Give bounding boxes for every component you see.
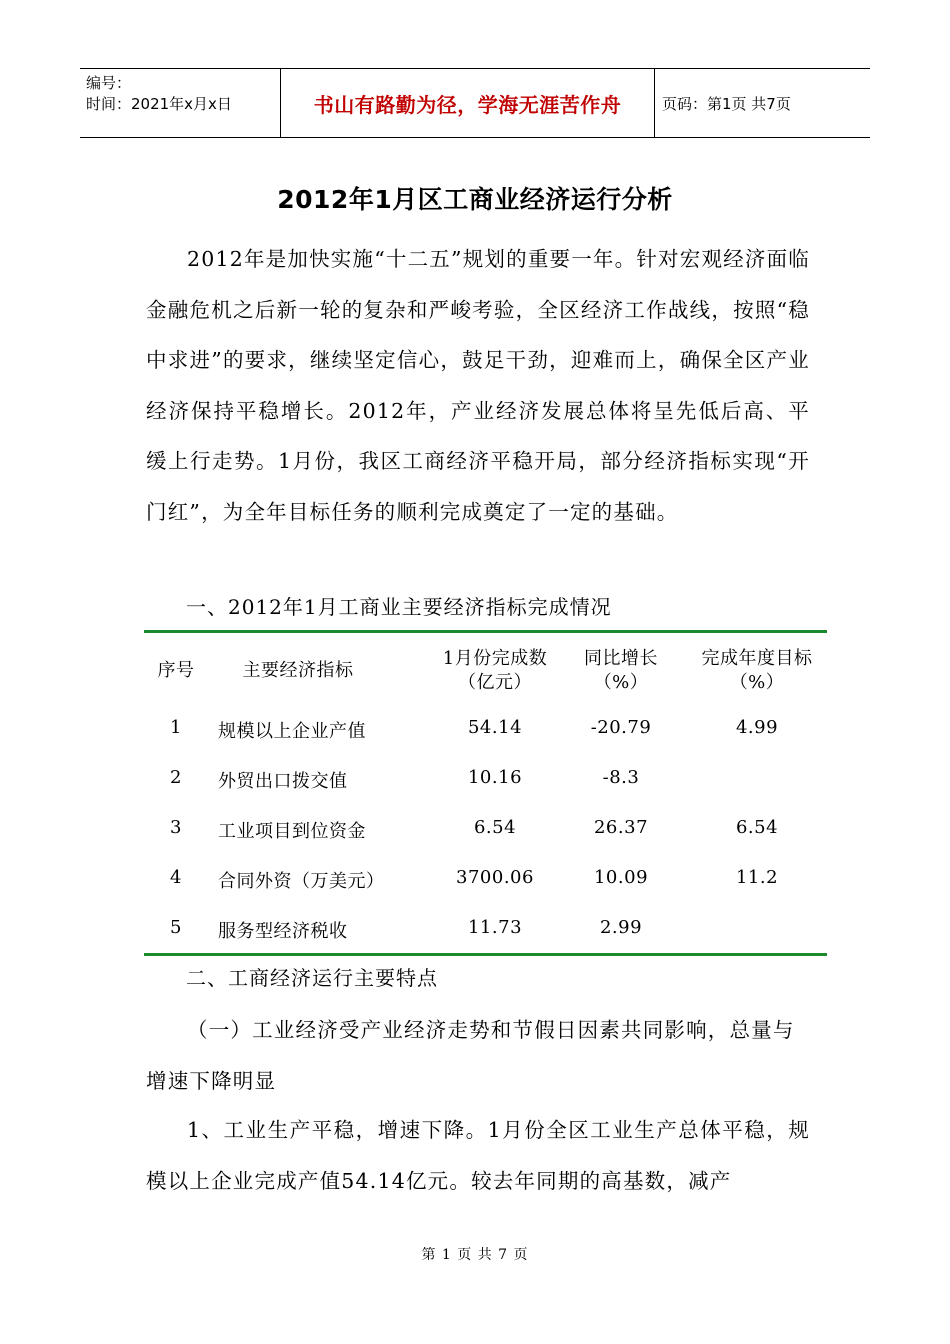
document-title: 2012年1月区工商业经济运行分析 (277, 185, 673, 214)
cell-indicator: 合同外资（万美元） (218, 871, 385, 892)
doc-time-label: 时间：2021年x月x日 (86, 95, 232, 113)
cell-indicator: 服务型经济税收 (218, 921, 348, 942)
section-heading-1: 一、2012年1月工商业主要经济指标完成情况 (186, 595, 612, 619)
cell-value: 3700.06 (456, 867, 534, 888)
header-value-line2: （亿元） (458, 672, 532, 693)
page-footer: 第 1 页 共 7 页 (421, 1247, 529, 1263)
document-header (80, 68, 870, 138)
header-yoy-line2: （%） (593, 672, 649, 693)
header-page-label: 页码：第1页 共7页 (662, 94, 791, 113)
header-meta (86, 73, 232, 115)
header-yoy (566, 647, 676, 695)
subsection-heading-1: （一）工业经济受产业经济走势和节假日因素共同影响，总量与增速下降明显 (146, 1018, 795, 1093)
cell-seq: 5 (170, 917, 182, 938)
cell-yoy: -8.3 (602, 767, 640, 788)
industry-paragraph: 1、工业生产平稳，增速下降。1月份全区工业生产总体平稳，规模以上企业完成产值54.14亿元。较去年同期的高基数，减产 (146, 1118, 810, 1193)
cell-indicator: 外贸出口拨交值 (218, 771, 348, 792)
intro-paragraph: 2012年是加快实施“十二五”规划的重要一年。针对宏观经济面临金融危机之后新一轮的复杂和严峻考验，全区经济工作战线，按照“稳中求进”的要求，继续坚定信心，鼓足干劲，迎难而上，确保全区产业经济保持平稳增长。2012年，产业经济发展总体将呈先低后高、平缓上行走势。1月份，我区工商经济平稳开局，部分经济指标实现“开门红”，为全年目标任务的顺利完成奠定了一定的基础。 (146, 247, 810, 524)
header-yoy-line1: 同比增长 (584, 648, 658, 669)
cell-value: 6.54 (473, 817, 517, 838)
doc-number-label: 编号： (86, 74, 132, 92)
cell-value: 10.16 (467, 767, 523, 788)
cell-indicator: 规模以上企业产值 (218, 721, 366, 742)
header-target-line2: （%） (729, 672, 785, 693)
cell-seq: 2 (170, 767, 182, 788)
cell-yoy: -20.79 (590, 717, 652, 738)
cell-value: 54.14 (467, 717, 523, 738)
header-value (440, 647, 550, 695)
indicators-table (144, 630, 827, 956)
header-value-line1: 1月份完成数 (442, 648, 548, 669)
cell-seq: 3 (170, 817, 182, 838)
cell-yoy: 10.09 (593, 867, 649, 888)
cell-yoy: 2.99 (599, 917, 643, 938)
header-seq: 序号 (157, 660, 195, 681)
cell-target: 11.2 (735, 867, 779, 888)
cell-seq: 4 (170, 867, 182, 888)
header-target-line1: 完成年度目标 (701, 648, 813, 669)
header-divider (654, 69, 655, 137)
cell-yoy: 26.37 (593, 817, 649, 838)
header-motto: 书山有路勤为径，学海无涯苦作舟 (313, 92, 622, 117)
cell-target: 4.99 (735, 717, 779, 738)
section-heading-2: 二、工商经济运行主要特点 (186, 966, 438, 990)
cell-target: 6.54 (735, 817, 779, 838)
cell-indicator: 工业项目到位资金 (218, 821, 366, 842)
cell-seq: 1 (170, 717, 182, 738)
header-indicator: 主要经济指标 (242, 660, 354, 681)
header-target (692, 647, 822, 695)
cell-value: 11.73 (467, 917, 523, 938)
